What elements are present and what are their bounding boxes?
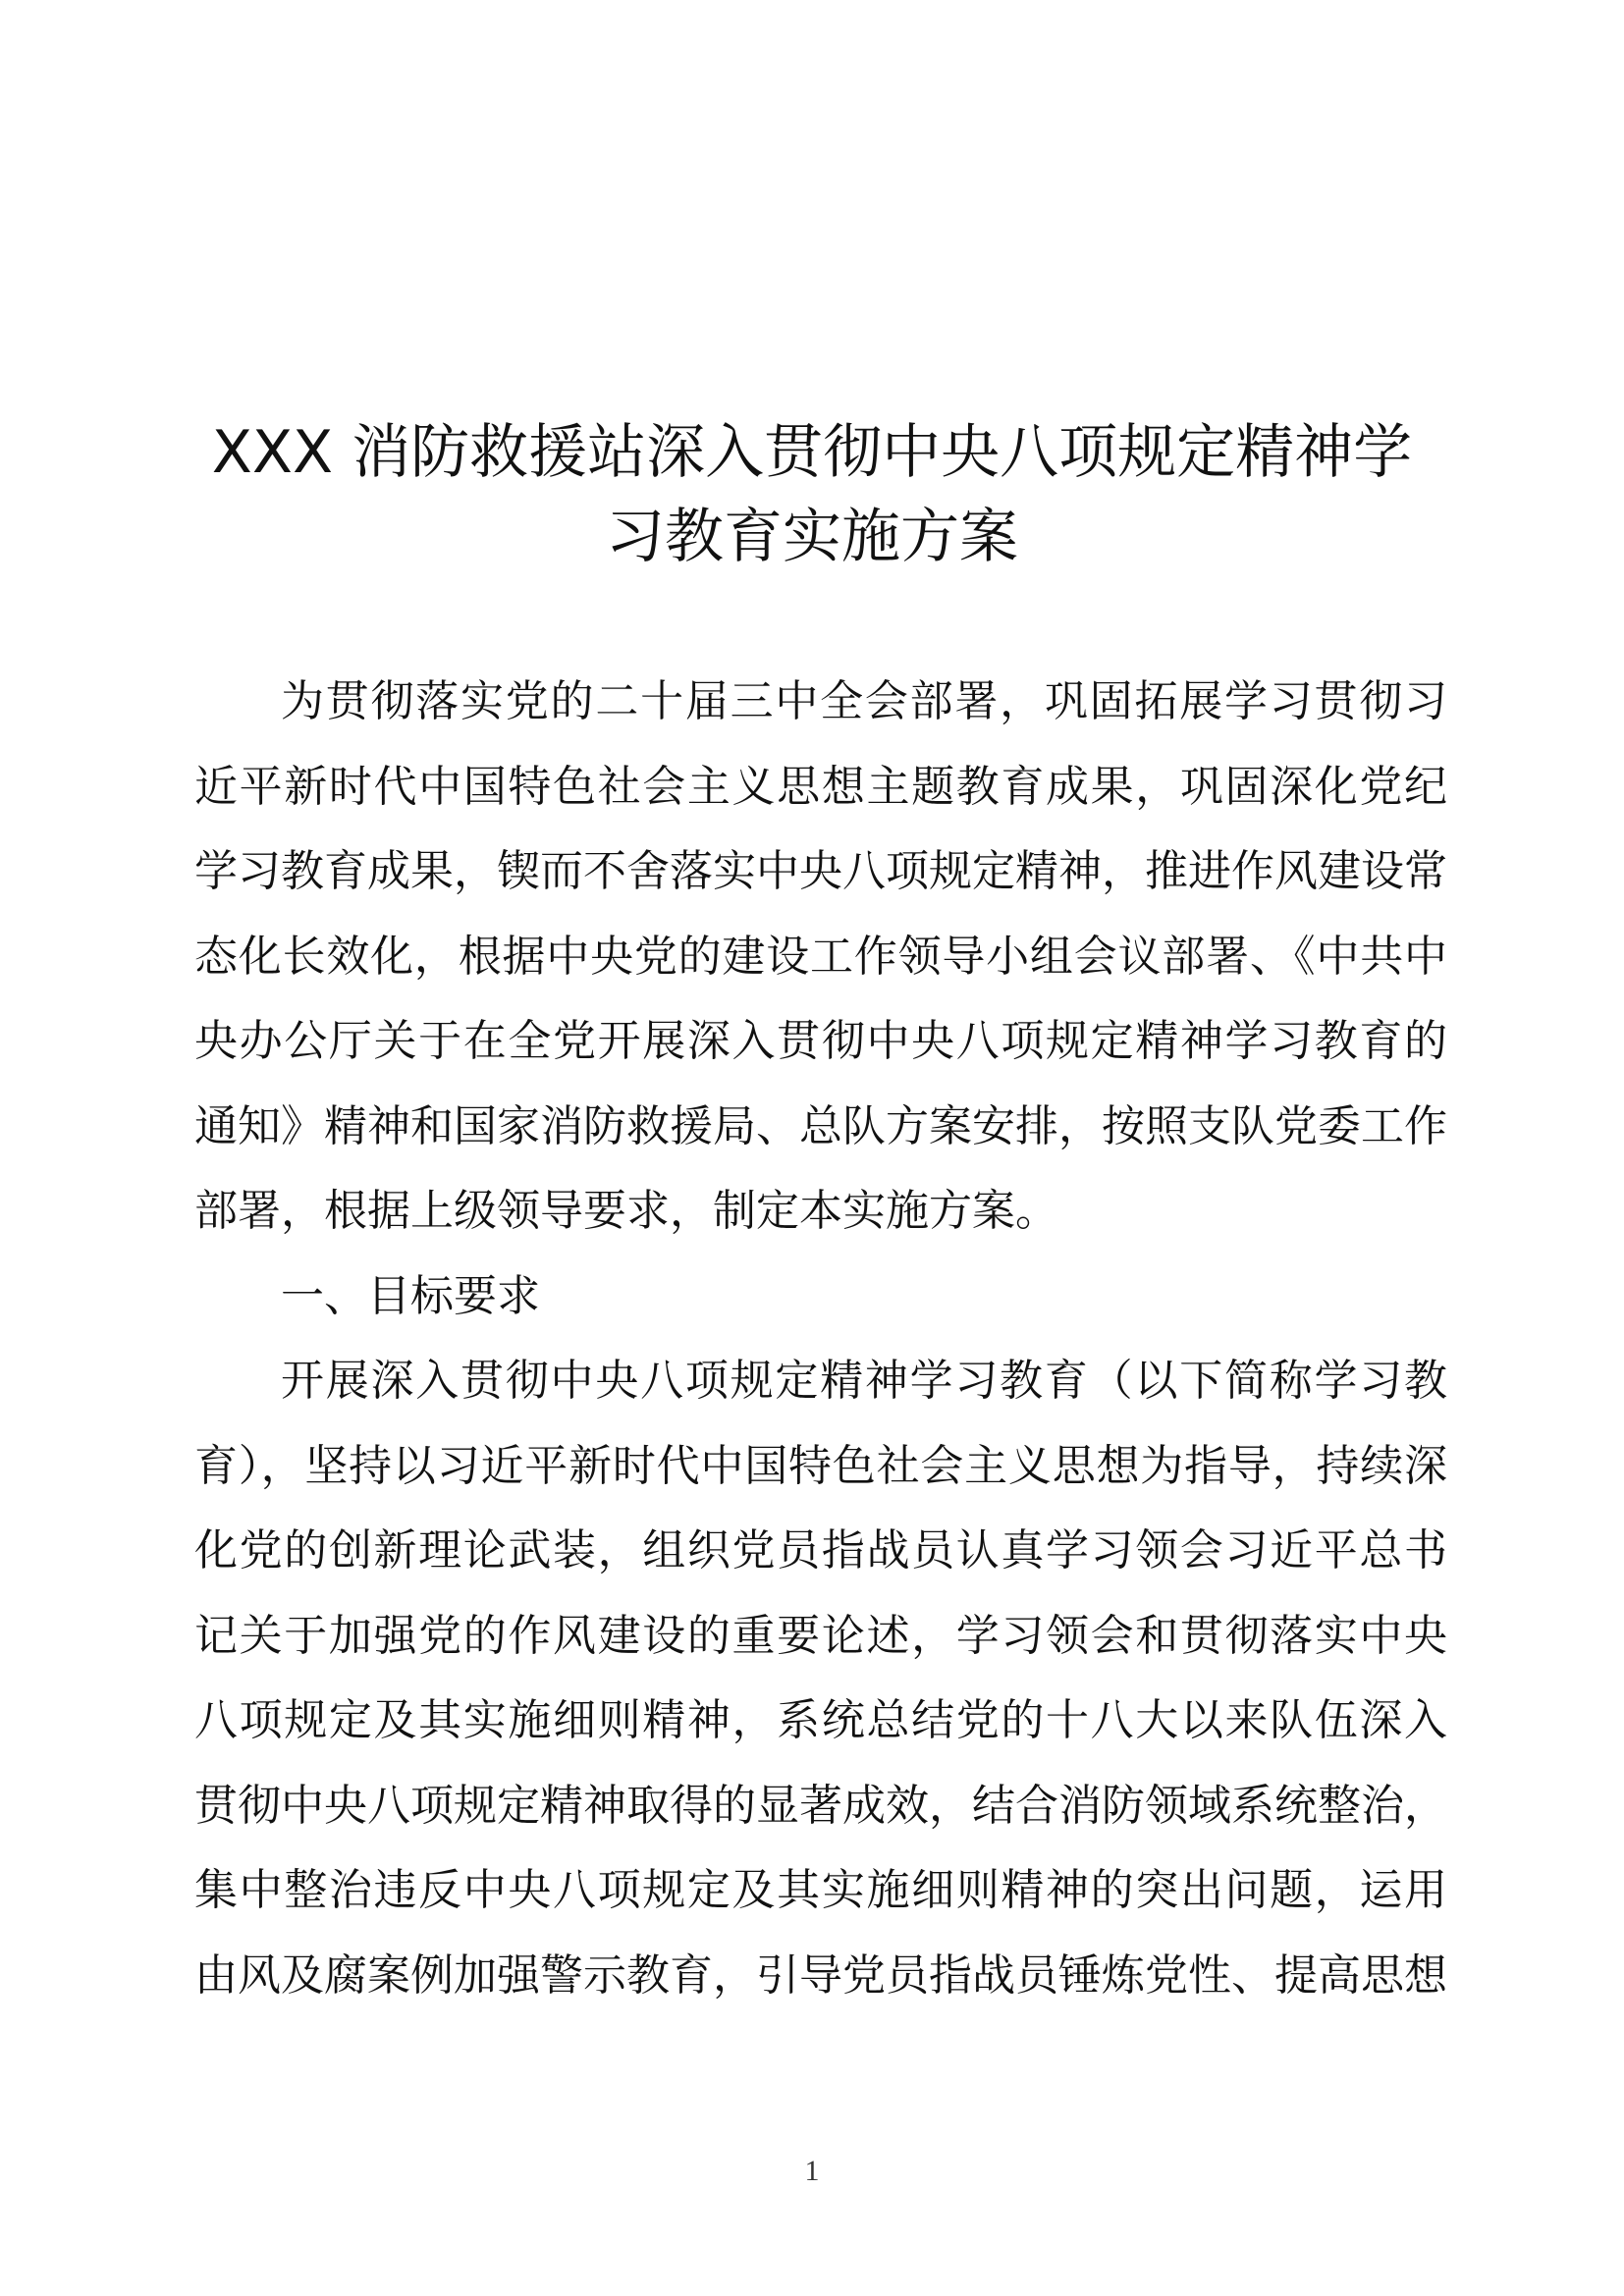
paragraph-line: 态化长效化，根据中央党的建设工作领导小组会议部署、《中共中	[194, 931, 1447, 982]
paragraph-line: 记关于加强党的作风建设的重要论述，学习领会和贯彻落实中央	[194, 1610, 1447, 1661]
paragraph-line: 由风及腐案例加强警示教育，引导党员指战员锤炼党性、提高思想	[194, 1949, 1447, 2001]
title-line-2: 习教育实施方案	[606, 503, 1018, 571]
paragraph-line: 近平新时代中国特色社会主义思想主题教育成果，巩固深化党纪	[194, 761, 1447, 812]
paragraph-line: 央办公厅关于在全党开展深入贯彻中央八项规定精神学习教育的	[194, 1016, 1447, 1066]
paragraph-line: 集中整治违反中央八项规定及其实施细则精神的突出问题，运用	[194, 1865, 1447, 1915]
paragraph-line: 育），坚持以习近平新时代中国特色社会主义思想为指导，持续深	[194, 1440, 1447, 1491]
paragraph-line: 化党的创新理论武装，组织党员指战员认真学习领会习近平总书	[194, 1525, 1447, 1575]
paragraph-line: 部署，根据上级领导要求，制定本实施方案。	[194, 1186, 1058, 1236]
document-body	[194, 660, 1447, 2018]
paragraph-goals	[194, 1339, 1447, 2018]
paragraph-intro	[194, 660, 1447, 1255]
paragraph-line: 通知》精神和国家消防救援局、总队方案安排，按照支队党委工作	[194, 1100, 1447, 1151]
title-line-1: XXX 消防救援站深入贯彻中央八项规定精神学	[211, 418, 1413, 487]
section-heading	[194, 1255, 1447, 1340]
paragraph-line: 开展深入贯彻中央八项规定精神学习教育（以下简称学习教	[281, 1356, 1447, 1406]
paragraph-line: 学习教育成果，锲而不舍落实中央八项规定精神，推进作风建设常	[194, 846, 1447, 896]
page-number: 1	[804, 2155, 820, 2187]
paragraph-line: 八项规定及其实施细则精神，系统总结党的十八大以来队伍深入	[194, 1695, 1447, 1745]
section-heading-text: 一、目标要求	[281, 1270, 540, 1321]
paragraph-line: 为贯彻落实党的二十届三中全会部署，巩固拓展学习贯彻习	[281, 676, 1447, 726]
paragraph-line: 贯彻中央八项规定精神取得的显著成效，结合消防领域系统整治，	[194, 1780, 1447, 1831]
document-title	[147, 410, 1477, 579]
